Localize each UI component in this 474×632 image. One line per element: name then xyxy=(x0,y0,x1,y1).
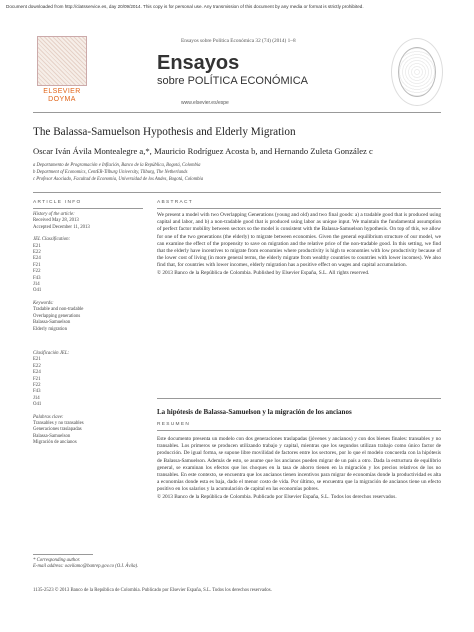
keywords-label: Keywords: xyxy=(33,300,54,306)
author-email[interactable]: E-mail address: oavilamo@banrep.gov.co (O.I. Ávila). xyxy=(33,564,139,570)
received-date: Received May 28, 2013 xyxy=(33,218,79,224)
article-info-label: ARTICLE INFO xyxy=(33,200,82,205)
elsevier-tree-icon xyxy=(37,36,87,86)
keyword: Elderly migration xyxy=(33,326,67,332)
journal-url[interactable]: www.elsevier.es/espe xyxy=(181,100,229,106)
journal-header xyxy=(33,36,441,110)
publisher-name: ELSEVIER DOYMA xyxy=(43,88,81,103)
jel-code: E22 xyxy=(33,250,41,256)
article-authors: Oscar Iván Ávila Montealegre a,*, Mauricio Rodríguez Acosta b, and Hernando Zuleta González c xyxy=(33,146,373,156)
jel-code-es: E21 xyxy=(33,357,41,363)
jel-code-es: O41 xyxy=(33,402,42,408)
resumen-label: RESUMEN xyxy=(157,422,191,427)
keyword-es: Transables y no transables xyxy=(33,420,84,426)
elsevier-logo xyxy=(33,36,91,108)
footnote xyxy=(33,558,138,571)
abstract-section xyxy=(157,200,441,277)
jel-code-es: E22 xyxy=(33,363,41,369)
keyword: Balassa-Samuelson xyxy=(33,320,71,326)
affiliation-b: b Department of Economics, CentER-Tilburg University, Tilburg, The Netherlands xyxy=(33,170,188,175)
jel-code: E24 xyxy=(33,256,41,262)
spanish-divider xyxy=(157,398,441,399)
jel-code: E21 xyxy=(33,243,41,249)
journal-citation: Ensayos sobre Política Económica 32 (74) (2014) 1–8 xyxy=(181,38,296,44)
bank-seal-icon xyxy=(391,38,443,106)
issn-line: 1135-2523 © 2013 Banco de la República de Colombia. Publicado por Elsevier España, S.L. Todos los derechos reservados. xyxy=(33,588,272,593)
jel-code: F21 xyxy=(33,262,41,268)
resumen-body xyxy=(157,436,441,501)
footnote-divider xyxy=(33,554,93,555)
masthead xyxy=(157,52,347,88)
jel-code-es: F43 xyxy=(33,389,41,395)
journal-name: Ensayos xyxy=(157,52,240,74)
keyword-es: Migración de ancianos xyxy=(33,440,77,446)
corresponding-author: * Corresponding author. xyxy=(33,558,81,563)
keywords-label-es: Palabras clave: xyxy=(33,414,64,420)
abstract-copyright: © 2013 Banco de la República de Colombia. Published by Elsevier España, S.L. All rights reserved. xyxy=(157,269,370,276)
article-title: The Balassa-Samuelson Hypothesis and Elderly Migration xyxy=(33,126,296,138)
jel-label: JEL Classification: xyxy=(33,237,71,243)
spanish-title: La hipótesis de Balassa-Samuelson y la migración de los ancianos xyxy=(157,408,352,416)
jel-code-es: F21 xyxy=(33,376,41,382)
download-notice: Document downloaded from http://clatsservice.es, day 20/09/2014. This copy is for personal use. Any transmission of this document by any media or format is strictly prohibited. xyxy=(6,4,364,9)
resumen-section xyxy=(157,422,441,428)
jel-code-es: J14 xyxy=(33,395,40,401)
jel-code: J14 xyxy=(33,282,40,288)
accepted-date: Accepted December 11, 2013 xyxy=(33,224,90,230)
keyword-es: Balassa-Samuelson xyxy=(33,433,71,439)
jel-code-es: E24 xyxy=(33,370,41,376)
abstract-label: ABSTRACT xyxy=(157,200,193,205)
affiliation-c: c Profesor Asociado, Facultad de Economía, Universidad de los Andes, Bogotá, Colombia xyxy=(33,177,204,182)
affiliation-a: a Departamento de Programación e Inflación, Banco de la República, Bogotá, Colombia xyxy=(33,163,201,168)
keyword-es: Generaciones traslapadas xyxy=(33,427,82,433)
history-label: History of the article: xyxy=(33,212,75,217)
journal-subtitle: sobre POLÍTICA ECONÓMICA xyxy=(157,75,308,87)
jel-code-es: F22 xyxy=(33,382,41,388)
affiliation-divider xyxy=(33,192,441,193)
abstract-text: We present a model with two Overlapping Generations (young and old) and two final goods: a) a tradable good that is produced using capital and labor, and b) a non-tradable good that is produced using labor as unique input. We maintain the fundamental assumption of perfect factor mobility between sectors so the model is consistent with the Balassa-Samuelson hypothesis. On top of this, we allow for one of the two generations (the elderly) to migrate between economies. Given the general equilibrium structure of our model, we can examine the effect of the propensity to save on migration and the relative price of the non-tradable good. In this setting, we find that the elderly have incentives to migrate from economies where productivity is high to economies with low productivity because of the lower cost of living (in more general terms, the elderly migrate from wealthy countries to countries with lower incomes). We also find that, for countries with lower incomes, elderly migration has a positive effect on wages and capital accumulation. xyxy=(157,212,441,269)
resumen-text: Este documento presenta un modelo con dos generaciones traslapadas (jóvenes y ancianos) y con dos bienes finales: transables y no transables. Los primeros se producen utilizando trabajo y capital, mientras que los segundos utilizan trabajo como único factor de producción. De igual forma, se supone libre movilidad de factores entre los sectores, por lo que el modelo concuerda con la hipótesis de Balassa-Samuelson. Además de esto, se asume que los ancianos pueden migrar de un país a otro. Dada la estructura de equilibrio general, se examinan los efectos que los choques en la tasa de ahorro tienen en la migración y los precios relativos de los no transables. En este contexto, se encuentra que los ancianos tienen incentivos para migrar de economías donde la productividad es alta a economías donde esta es baja, dado el menor costo de vida. Por último, se encuentra que la migración de ancianos tiene un efecto positivo en los salarios y la acumulación de capital en las economías pobres. xyxy=(157,436,441,493)
jel-code: O41 xyxy=(33,288,42,294)
header-divider xyxy=(33,112,441,113)
article-info xyxy=(33,200,143,447)
jel-label-es: Clasificación JEL: xyxy=(33,350,70,356)
keyword: Overlapping generations xyxy=(33,313,81,319)
jel-code: F22 xyxy=(33,269,41,275)
resumen-copyright: © 2013 Banco de la República de Colombia. Publicado por Elsevier España, S.L. Todos los derechos reservados. xyxy=(157,493,397,500)
keyword: Tradable and non-tradable xyxy=(33,307,84,313)
jel-code: F43 xyxy=(33,275,41,281)
